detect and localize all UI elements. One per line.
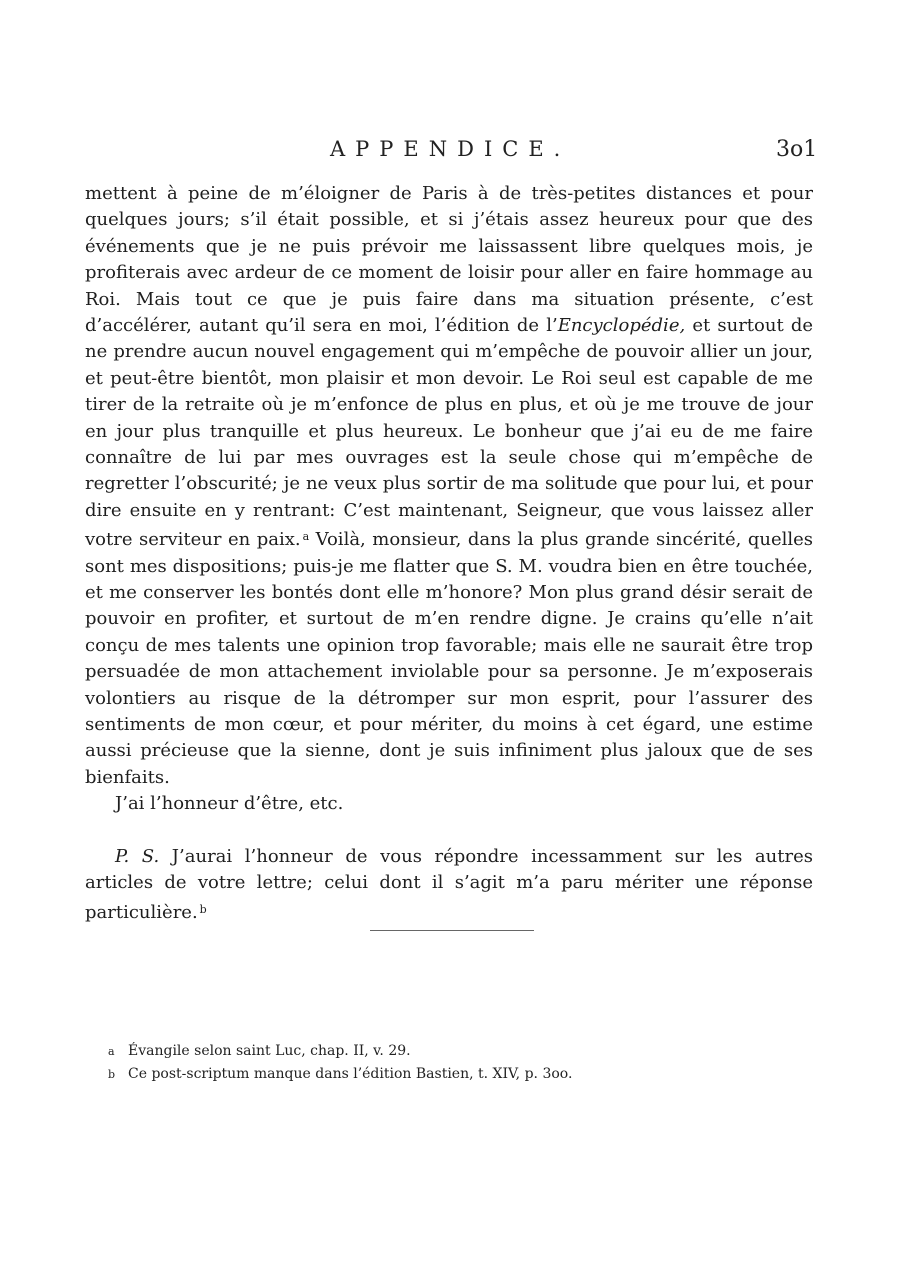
footnote-a: [108, 1040, 808, 1063]
encyclopedie-title: Encyclopédie,: [557, 315, 686, 337]
text-run: et surtout de ne prendre aucun nouvel engagement qui m’empêche de pouvoir allier un jour, et peut-être bientôt, mon plaisir et mon devoir. Le Roi seul est capable de me tirer de la retraite où je m’enfonce de plus en plus, et où je me trouve de jour en jour plus tranquille et plus heureux. Le bonheur que j’ai eu de me faire connaître de lui par mes ouvrages est la seule chose qui m’empêche de regretter l’obscurité; je ne veux plus sortir de ma solitude que pour lui, et pour dire ensuite en y rentrant: C’est maintenant, Seigneur, que vous laissez aller votre serviteur en paix.: [85, 315, 813, 551]
footnote-mark: b: [108, 1068, 116, 1081]
section-divider: [370, 930, 534, 931]
postscript: [85, 844, 813, 926]
main-text: [85, 181, 813, 926]
footnote-ref-b: b: [199, 902, 207, 916]
footnote-text: Évangile selon saint Luc, chap. II, v. 29.: [128, 1043, 411, 1059]
footnotes: [108, 1040, 808, 1086]
closing-line: J’ai l’honneur d’être, etc.: [115, 793, 344, 815]
footnote-b: [108, 1063, 808, 1086]
text-run: Voilà, monsieur, dans la plus grande sincérité, quelles sont mes dispositions; puis-je me flatter que S. M. voudra bien en être touchée, et me conserver les bontés dont elle m’honore? Mon plus grand désir serait de pouvoir en profiter, et surtout de m’en rendre digne. Je crains qu’elle n’ait conçu de mes talents une opinion trop favorable; mais elle ne saurait être trop persuadée de mon attachement inviolable pour sa personne. Je m’exposerais volontiers au risque de la détromper sur mon esprit, pour l’assurer des sentiments de mon cœur, et pour mériter, du moins à cet égard, une estime aussi précieuse que la sienne, dont je suis infiniment plus jaloux que de ses bienfaits.: [85, 529, 813, 788]
footnote-text: Ce post-scriptum manque dans l’édition Bastien, t. XIV, p. 3oo.: [128, 1066, 573, 1082]
postscript-label: P. S.: [115, 845, 160, 867]
paragraph-continuation: [85, 181, 813, 791]
postscript-text: J’aurai l’honneur de vous répondre incessamment sur les autres articles de votre lettre; celui dont il s’agit m’a paru mériter une réponse particulière.: [85, 845, 813, 923]
running-title: APPENDICE.: [330, 137, 571, 161]
page-number: 3o1: [776, 137, 818, 162]
footnote-mark: a: [108, 1045, 115, 1058]
footnote-ref-a: a: [302, 530, 310, 544]
text-run: mettent à peine de m’éloigner de Paris à de très-petites distances et pour quelques jours; s’il était possible, et si j’étais assez heureux pour que des événements que je ne puis prévoir me laissassent libre quelques mois, je profiterais avec ardeur de ce moment de loisir pour aller en faire hommage au Roi. Mais tout ce que je puis faire dans ma situation présente, c’est d’accélérer, autant qu’il sera en moi, l’édition de l’: [85, 183, 813, 337]
